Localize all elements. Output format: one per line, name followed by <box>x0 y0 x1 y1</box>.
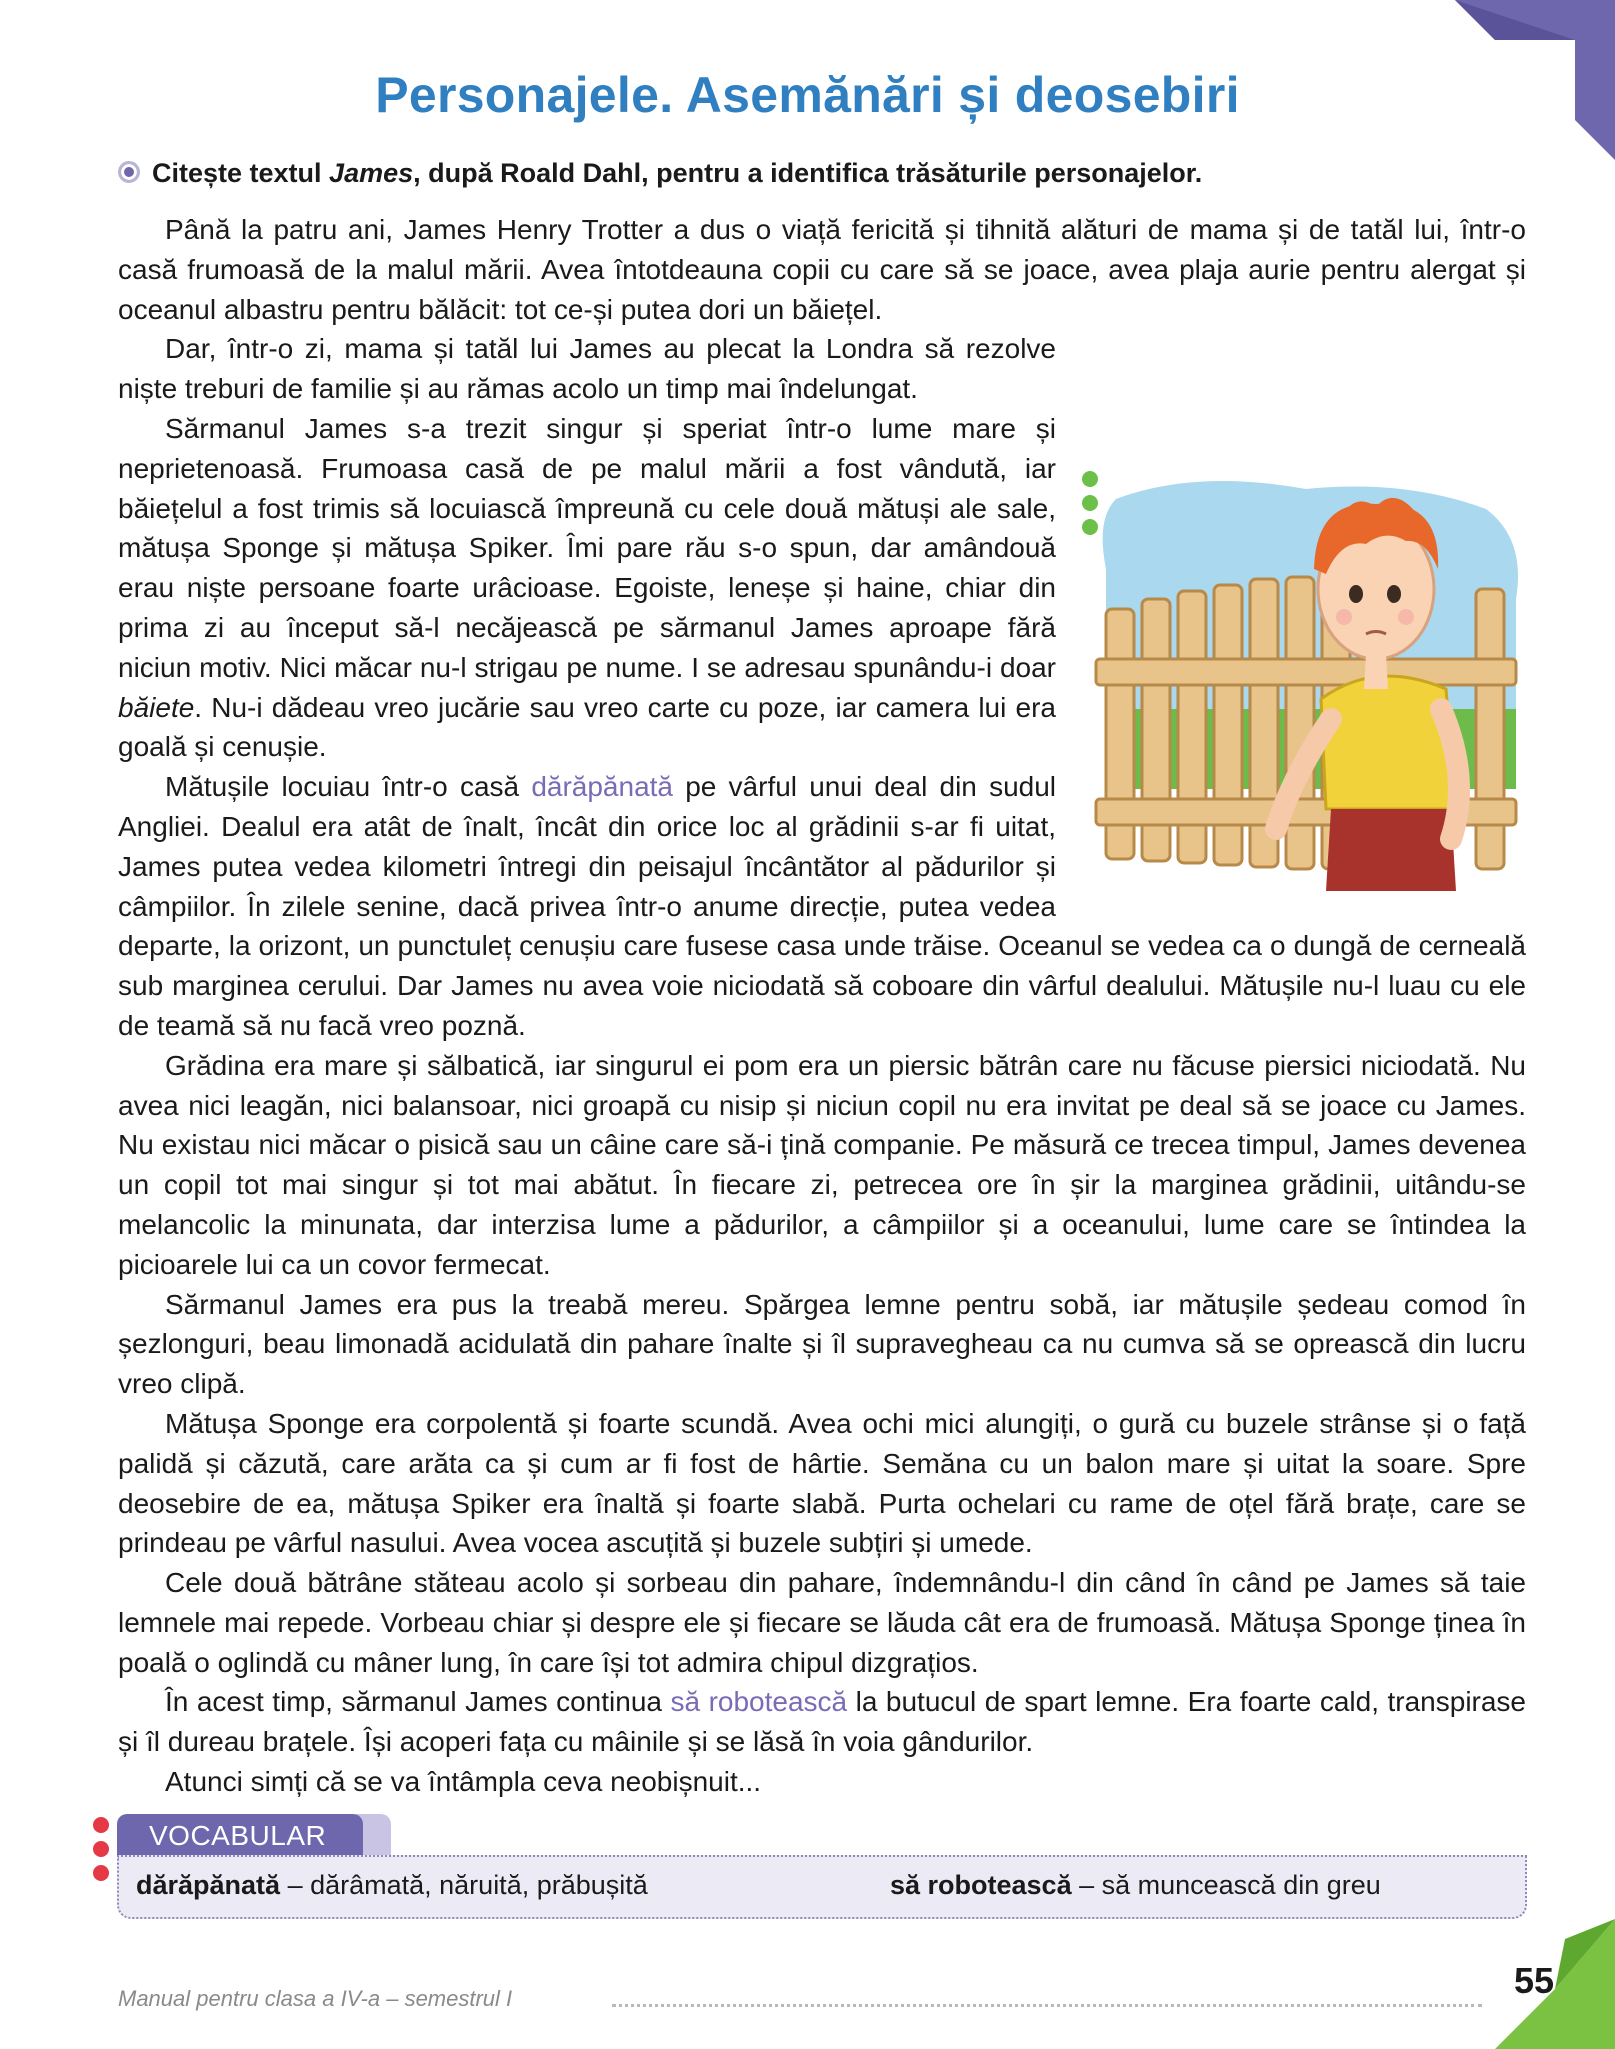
paragraph: Până la patru ani, James Henry Trotter a dus o viață fericită și tihnită alături de mama și de tatăl lui, într-o casă frumoasă de la malul mării. Avea întotdeauna copii cu care să se joace, avea plaja aurie pentru alergat și oceanul albastru pentru bălăcit: tot ce-și putea dori un băiețel. <box>118 214 1526 325</box>
vocabulary-item: să robotească – să muncească din greu <box>890 1870 1381 1900</box>
reading-instruction: Citește textul James, după Roald Dahl, pentru a identifica trăsăturile personajelor. <box>118 158 1518 189</box>
corner-decoration-bottom <box>1495 1919 1615 2049</box>
paragraph: Mătușa Sponge era corpolentă și foarte scundă. Avea ochi mici alungiți, o gură cu buzele strânse și o față palidă și căzută, care arăta ca și cum ar fi fost de hârtie. Semăna cu un balon mare și uitat la soare. Spre deosebire de ea, mătușa Spiker era înaltă și foarte slabă. Purta ochelari cu rame de oțel fără brațe, care se prindeau pe vârful nasului. Avea vocea ascuțită și buzele subțiri și umede. <box>118 1407 1526 1559</box>
paragraph: Sărmanul James era pus la treabă mereu. Spărgea lemne pentru sobă, iar mătușile ședeau comod în șezlonguri, beau limonadă acidulată din pahare înalte și îl supravegheau ca nu cumva să se oprească din lucru vreo clipă. <box>118 1288 1526 1400</box>
paragraph: Dar, într-o zi, mama și tatăl lui James au plecat la Londra să rezolve niște treburi de familie și au rămas acolo un timp mai îndelungat. <box>118 333 1056 405</box>
vocab-word-sa-roboteasca: să robotească <box>670 1686 848 1718</box>
paragraph: Mătușile locuiau într-o casă dărăpănată pe vârful unui deal din sudul Angliei. Dealul era atât de înalt, încât din orice loc al grădinii s-ar fi uitat, James putea vedea kilometri întregi din peisajul încântător al pădurilor și câmpiilor. În zilele senine, dacă privea într-o anume direcție, putea vedea departe, la orizont, un punctuleț cenușiu care fusese casa unde trăise. Oceanul se vedea ca o dungă de cerneală sub marginea cerului. Dar James nu avea voie niciodată să coboare din vârful dealului. Mătușile nu-l luau cu ele de teamă să nu facă vreo poznă. <box>118 771 1526 1041</box>
vocabulary-item: dărăpănată – dărâmată, năruită, prăbușită <box>136 1870 648 1900</box>
james-illustration <box>1076 459 1526 891</box>
paragraph: În acest timp, sărmanul James continua să robotească la butucul de spart lemne. Era foarte cald, transpirase și îl dureau brațele. Își acoperi fața cu mâinile și se lăsă în voia gândurilor. <box>118 1686 1527 1758</box>
footer-divider <box>612 2004 1482 2007</box>
paragraph: Atunci simți că se va întâmpla ceva neobișnuit... <box>165 1766 762 1798</box>
paragraph: Cele două bătrâne stăteau acolo și sorbeau din pahare, îndemnându-l din când în când pe James să taie lemnele mai repede. Vorbeau chiar și despre ele și fiecare se lăuda cât era de frumoasă. Mătușa Sponge ținea în poală o oglindă cu mâner lung, în care își tot admira chipul dizgrațios. <box>118 1567 1526 1678</box>
story-text <box>118 210 1526 1802</box>
page-title: Personajele. Asemănări și deosebiri <box>375 67 1240 123</box>
vocab-word-darapanata: dărăpănată <box>531 771 673 803</box>
paragraph: Sărmanul James s-a trezit singur și speriat într-o lume mare și neprietenoasă. Frumoasa casă de pe malul mării a fost vândută, iar băiețelul a fost trimis să locuiască împreună cu cele două mătuși ale sale, mătușa Sponge și mătușa Spiker. Îmi pare rău s-o spun, dar amândouă erau niște persoane foarte urâcioase. Egoiste, leneșe și haine, chiar din prima zi au început să-l necăjească pe sărmanul James aproape fără niciun motiv. Nici măcar nu-l strigau pe nume. I se adresau spunându-i doar băiete. Nu-i dădeau vreo jucărie sau vreo carte cu poze, iar camera lui era goală și cenușie. <box>118 412 1056 763</box>
vocabulary-dots-icon <box>90 1814 112 1884</box>
footer-text: Manual pentru clasa a IV-a – semestrul I <box>118 1986 513 2011</box>
bullet-icon <box>118 161 140 183</box>
page-number: 55 <box>1514 1960 1555 2001</box>
paragraph: Grădina era mare și sălbatică, iar singurul ei pom era un piersic bătrân care nu făcuse piersici niciodată. Nu avea nici leagăn, nici balansoar, nici groapă cu nisip și niciun copil nu era invitat pe deal să se joace cu James. Nu existau nici măcar o pisică sau un câine care să-i țină companie. Pe măsură ce trecea timpul, James devenea un copil tot mai singur și tot mai abătut. În fiecare zi, petrecea ore în șir la marginea grădinii, uitându-se melancolic la minunata, dar interzisa lume a pădurilor, a câmpiilor și a oceanului, lume care se întindea la picioarele lui ca un covor fermecat. <box>118 1049 1526 1280</box>
vocabulary-heading: VOCABULAR <box>117 1814 363 1856</box>
